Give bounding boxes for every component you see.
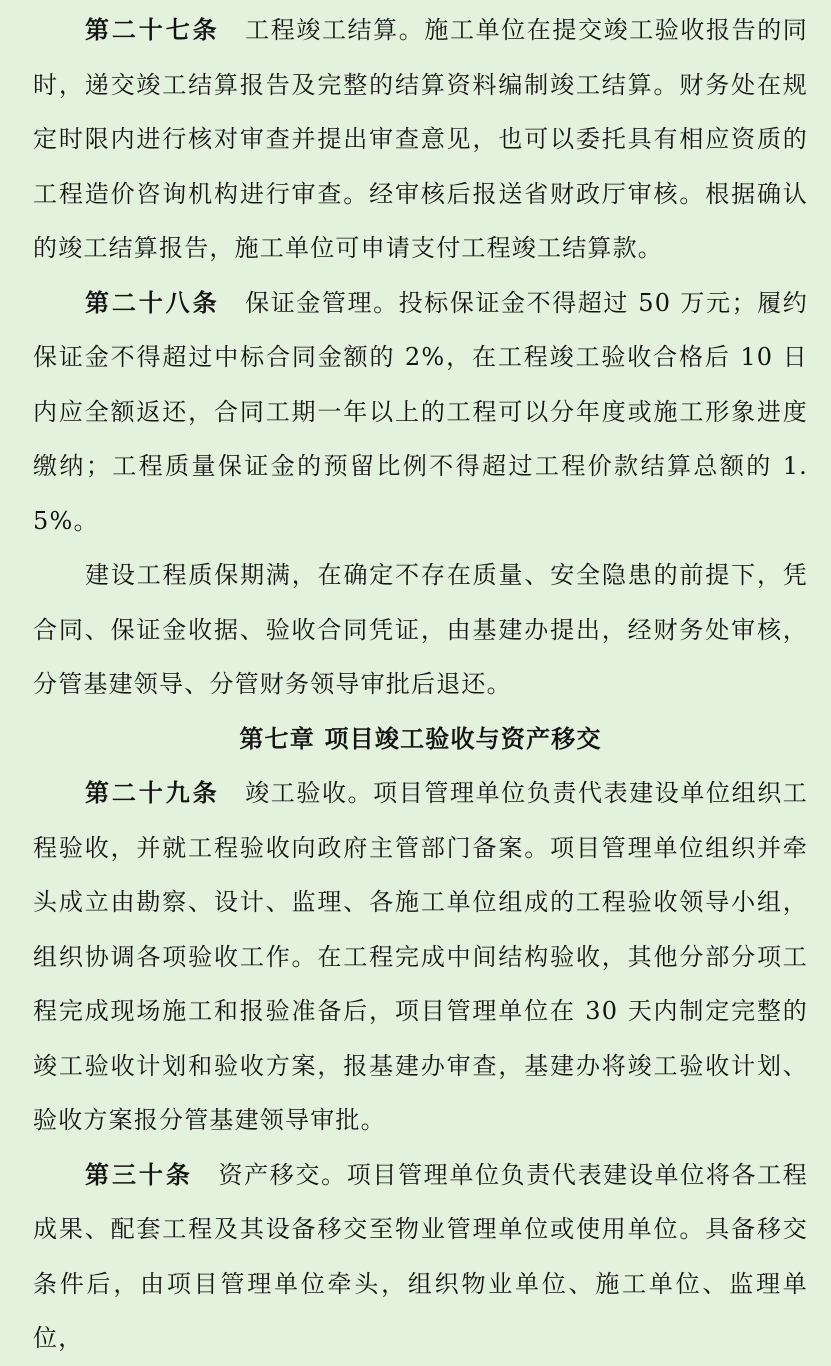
article-28-paragraph-2: 建设工程质保期满，在确定不存在质量、安全隐患的前提下，凭合同、保证金收据、验收合同凭证，由基建办提出，经财务处审核，分管基建领导、分管财务领导审批后退还。 — [33, 561, 808, 698]
article-27 — [33, 3, 808, 276]
article-28-heading: 第二十八条 — [85, 287, 220, 317]
article-28 — [33, 276, 808, 549]
article-28-body: 保证金管理。投标保证金不得超过 50 万元；履约保证金不得超过中标合同金额的 2%，在工程竣工验收合格后 10 日内应全额返还，合同工期一年以上的工程可以分年度或施工形象进度缴纳；工程质量保证金的预留比例不得超过工程价款结算总额的 1.5%。 — [33, 288, 809, 535]
article-27-heading: 第二十七条 — [85, 15, 220, 44]
chapter-7-title: 第七章 项目竣工验收与资产移交 — [239, 723, 602, 753]
article-30-body: 资产移交。项目管理单位负责代表建设单位将各工程成果、配套工程及其设备移交至物业管理单位或使用单位。具备移交条件后，由项目管理单位牵头，组织物业单位、施工单位、监理单位， — [33, 1160, 808, 1352]
article-29-heading: 第二十九条 — [85, 778, 220, 807]
article-29-body: 竣工验收。项目管理单位负责代表建设单位组织工程验收，并就工程验收向政府主管部门备案。项目管理单位组织并牵头成立由勘察、设计、监理、各施工单位组成的工程验收领导小组，组织协调各项验收工作。在工程完成中间结构验收，其他分部分项工程完成现场施工和报验准备后，项目管理单位在 30 天内制定完整的竣工验收计划和验收方案，报基建办审查，基建办将竣工验收计划、验收方案报分管基建领导审批。 — [33, 779, 809, 1134]
article-30-heading: 第三十条 — [85, 1159, 193, 1189]
article-30 — [33, 1148, 808, 1366]
document-body — [33, 3, 808, 1366]
article-27-body: 工程竣工结算。施工单位在提交竣工验收报告的同时，递交竣工结算报告及完整的结算资料编制竣工结算。财务处在规定时限内进行核对审查并提出审查意见，也可以委托具有相应资质的工程造价咨询机构进行审查。经审核后报送省财政厅审核。根据确认的竣工结算报告，施工单位可申请支付工程竣工结算款。 — [33, 16, 809, 262]
article-29 — [33, 766, 808, 1148]
